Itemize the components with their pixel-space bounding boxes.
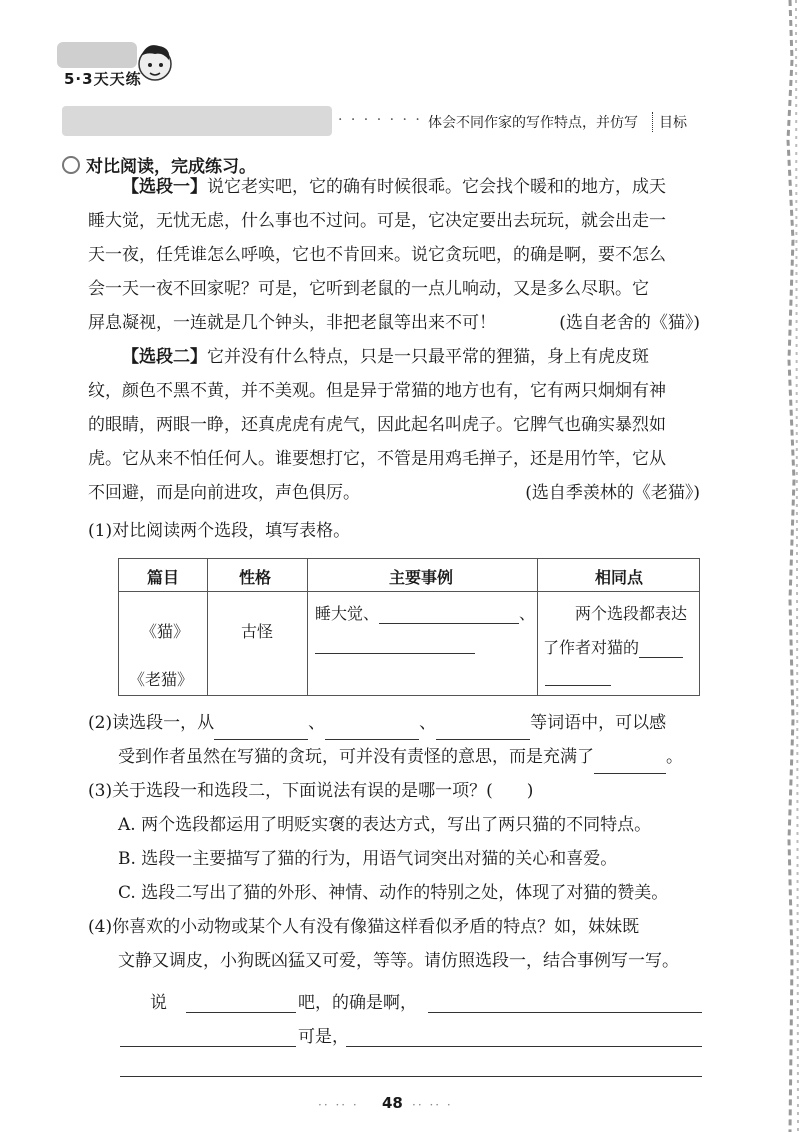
table-header-example: 主要事例 (389, 568, 454, 587)
example-blank[interactable] (315, 635, 475, 654)
passage-one-line: 会一天一夜不回家呢？可是，它听到老鼠的一点儿响动，又是多么尽职。它 (88, 279, 649, 299)
common-blank[interactable] (639, 657, 683, 658)
passage-one-line: 屏息凝视，一连就是几个钟头，非把老鼠等出来不可！ (88, 313, 496, 333)
writing-line1-start: 说 (150, 993, 167, 1013)
writing-blank[interactable] (428, 1012, 702, 1013)
feeling-blank[interactable] (594, 773, 666, 774)
footer-dots-left: ·· ·· · (318, 1098, 359, 1112)
task-title: 对比阅读，完成练习。 (62, 152, 256, 177)
footer-dots-right: ·· ·· · (412, 1098, 453, 1112)
passage-two-line: 的眼睛，两眼一睁，还真虎虎有虎气，因此起名叫虎子。它脾气也确实暴烈如 (88, 415, 666, 435)
table-header-common: 相同点 (595, 568, 644, 587)
passage-one-source: (选自老舍的《猫》) (559, 313, 700, 333)
option-b[interactable]: B. 选段一主要描写了猫的行为，用语气词突出对猫的关心和喜爱。 (118, 849, 618, 869)
table-common-line1: 两个选段都表达 (575, 604, 688, 623)
table-header-trait: 性格 (239, 568, 272, 587)
passage-one: 【选段一】说它老实吧，它的确有时候很乖。它会找个暖和的地方，成天 睡大觉，无忧无虑，什么事也不过问。可是，它决定要出去玩玩，就会出走一 天一夜，任凭谁怎么呼唤，它也不肯回来。说它贪玩吧，的确是啊，要不怎么 会一天一夜不回家呢？可是，它听到老鼠的一点儿响动，又是多么尽职。它 屏息凝视，一连就是几个钟头，非把老鼠等出来不可！ (选自老舍的《猫》) (88, 170, 700, 340)
common-blank[interactable] (545, 669, 611, 686)
table-row1-trait: 古怪 (241, 622, 274, 641)
passage-two-label: 【选段二】 (122, 347, 207, 367)
writing-blank[interactable] (120, 1046, 296, 1047)
table-row2-title: 《老猫》 (129, 670, 194, 689)
table-row1-title: 《猫》 (141, 622, 190, 641)
passage-two-line: 不回避，而是向前进攻，声色俱厉。 (88, 483, 360, 503)
question-three: (3)关于选段一和选段二，下面说法有误的是哪一项？( ) (88, 781, 534, 801)
passage-two-line: 虎。它从来不怕任何人。谁要想打它，不管是用鸡毛掸子，还是用竹竿，它从 (88, 449, 666, 469)
passage-two-source: (选自季羡林的《老猫》) (525, 483, 700, 503)
brand-text: 5·3天天练 (64, 70, 142, 88)
passage-one-line: 睡大觉，无忧无虑，什么事也不过问。可是，它决定要出去玩玩，就会出走一 (88, 211, 666, 231)
comparison-table (118, 558, 700, 696)
section-banner (62, 106, 332, 136)
writing-blank[interactable] (346, 1046, 702, 1047)
table-common-line2: 了作者对猫的 (543, 635, 683, 658)
writing-line2-mid: 可是， (298, 1027, 349, 1047)
passage-two: 【选段二】它并没有什么特点，只是一只最平常的狸猫，身上有虎皮斑 纹，颜色不黑不黄，并不美观。但是异于常猫的地方也有，它有两只炯炯有神 的眼睛，两眼一睁，还真虎虎有虎气，因此起名叫虎子。它脾气也确实暴烈如 虎。它从来不怕任何人。谁要想打它，不管是用鸡毛掸子，还是用竹竿，它从 不回避，而是向前进攻，声色俱厉。 (选自季羡林的《老猫》) (88, 340, 700, 510)
example-blank[interactable] (379, 623, 519, 624)
table-row1-example: 睡大觉、 、 (315, 604, 536, 623)
header-label: 目标 (652, 112, 687, 132)
writing-blank[interactable] (186, 1012, 296, 1013)
question-two-line1: (2)读选段一，从 、 、 等词语中，可以感 (88, 706, 666, 740)
option-a[interactable]: A. 两个选段都运用了明贬实褒的表达方式，写出了两只猫的不同特点。 (118, 815, 652, 835)
page-number: 48 (382, 1094, 403, 1112)
passage-one-line: 天一夜，任凭谁怎么呼唤，它也不肯回来。说它贪玩吧，的确是啊，要不怎么 (88, 245, 666, 265)
writing-blank[interactable] (120, 1076, 702, 1077)
option-c[interactable]: C. 选段二写出了猫的外形、神情、动作的特别之处，体现了对猫的赞美。 (118, 883, 669, 903)
question-four-line1: (4)你喜欢的小动物或某个人有没有像猫这样看似矛盾的特点？如，妹妹既 (88, 917, 640, 937)
writing-line1-mid: 吧，的确是啊， (298, 993, 417, 1013)
passage-one-label: 【选段一】 (122, 177, 207, 197)
question-four-line2: 文静又调皮，小狗既凶猛又可爱，等等。请仿照选段一，结合事例写一写。 (118, 951, 679, 971)
page-edge-decoration (760, 0, 800, 1132)
question-one: (1)对比阅读两个选段，填写表格。 (88, 521, 351, 541)
task-bullet-icon (62, 156, 80, 174)
banner-dots: · · · · · · · (338, 112, 422, 128)
table-header-title: 篇目 (147, 568, 180, 587)
header-goal: 体会不同作家的写作特点，并仿写 (428, 115, 638, 131)
question-two-line2: 受到作者虽然在写猫的贪玩，可并没有责怪的意思，而是充满了 。 (118, 740, 683, 774)
passage-two-line: 纹，颜色不黑不黄，并不美观。但是异于常猫的地方也有，它有两只炯炯有神 (88, 381, 666, 401)
